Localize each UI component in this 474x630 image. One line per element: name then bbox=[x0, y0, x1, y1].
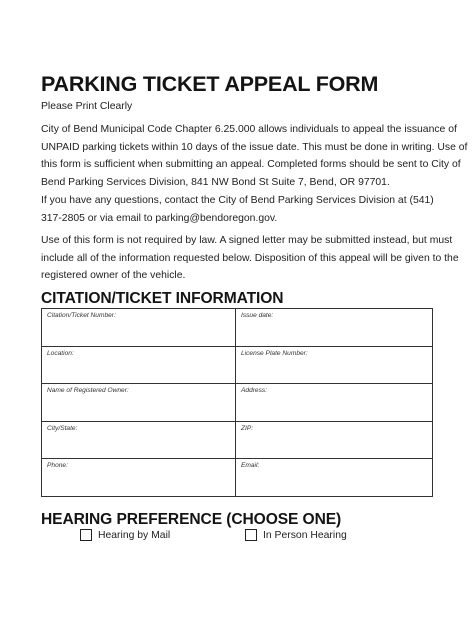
table-row bbox=[42, 421, 433, 459]
owner-name-field[interactable]: Name of Registered Owner: bbox=[42, 384, 236, 422]
license-plate-field[interactable]: License Plate Number: bbox=[236, 346, 433, 384]
disclaimer-line: include all of the information requested below. Disposition of this appeal will be given to the bbox=[41, 252, 459, 264]
issue-date-field[interactable]: Issue date: bbox=[236, 309, 433, 347]
email-field[interactable]: Email: bbox=[236, 459, 433, 497]
intro-line: UNPAID parking tickets within 10 days of the issue date. This must be done in writing. Use of bbox=[41, 141, 468, 153]
disclaimer-line: registered owner of the vehicle. bbox=[41, 270, 186, 281]
intro-paragraph bbox=[41, 121, 468, 191]
table-row bbox=[42, 309, 433, 347]
hearing-by-mail-option[interactable] bbox=[80, 529, 170, 541]
contact-line: If you have any questions, contact the City of Bend Parking Services Division at (541) bbox=[41, 195, 434, 206]
form-subtitle: Please Print Clearly bbox=[41, 101, 133, 112]
table-row bbox=[42, 346, 433, 384]
form-title: PARKING TICKET APPEAL FORM bbox=[41, 72, 379, 96]
phone-field[interactable]: Phone: bbox=[42, 459, 236, 497]
citation-number-field[interactable]: Citation/Ticket Number: bbox=[42, 309, 236, 347]
disclaimer-line: Use of this form is not required by law. A signed letter may be submitted instead, but must bbox=[41, 235, 453, 246]
city-state-field[interactable]: City/State: bbox=[42, 421, 236, 459]
intro-line: Bend Parking Services Division, 841 NW Bond St Suite 7, Bend, OR 97701. bbox=[41, 176, 390, 188]
hearing-by-mail-label: Hearing by Mail bbox=[98, 529, 171, 541]
citation-section-heading: CITATION/TICKET INFORMATION bbox=[41, 290, 284, 307]
contact-paragraph bbox=[41, 192, 441, 227]
zip-field[interactable]: ZIP: bbox=[236, 421, 433, 459]
disclaimer-paragraph bbox=[41, 232, 459, 285]
location-field[interactable]: Location: bbox=[42, 346, 236, 384]
in-person-hearing-checkbox[interactable] bbox=[245, 529, 257, 541]
hearing-by-mail-checkbox[interactable] bbox=[80, 529, 92, 541]
contact-line: 317-2805 or via email to parking@bendoregon.gov. bbox=[41, 212, 278, 224]
in-person-hearing-option[interactable] bbox=[245, 529, 347, 541]
in-person-hearing-label: In Person Hearing bbox=[263, 529, 347, 541]
address-field[interactable]: Address: bbox=[236, 384, 433, 422]
hearing-section-heading: HEARING PREFERENCE (CHOOSE ONE) bbox=[41, 511, 342, 528]
table-row bbox=[42, 384, 433, 422]
intro-line: this form is sufficient when submitting an appeal. Completed forms should be sent to City of bbox=[41, 159, 461, 170]
citation-info-table bbox=[41, 308, 433, 497]
intro-line: City of Bend Municipal Code Chapter 6.25.000 allows individuals to appeal the issuance of bbox=[41, 124, 457, 135]
table-row bbox=[42, 459, 433, 497]
